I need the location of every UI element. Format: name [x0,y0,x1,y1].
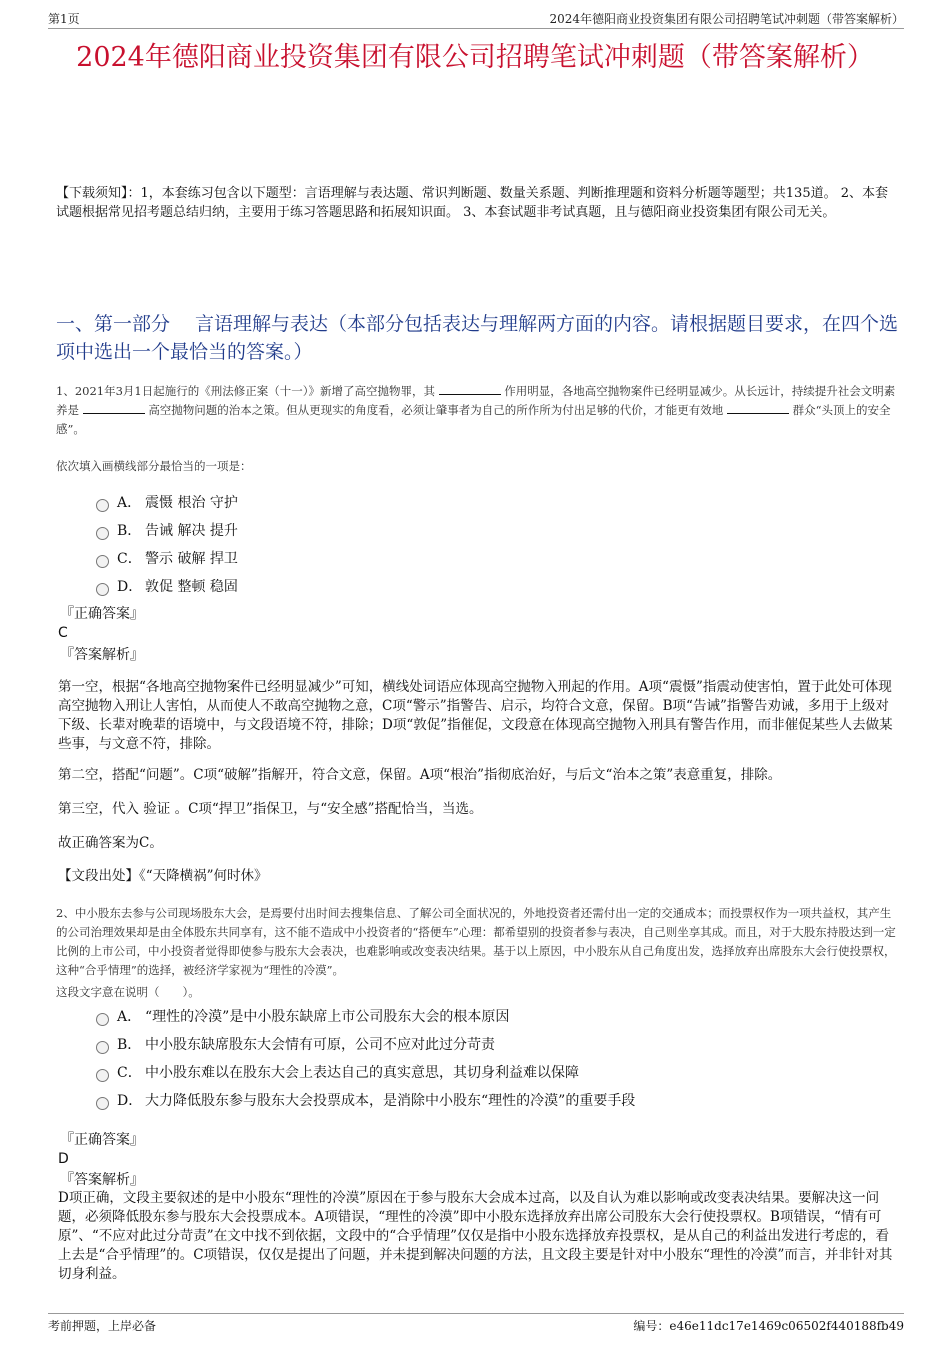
footer-code: 编号：e46e11dc17e1469c06502f440188fb49 [633,1319,904,1333]
q1-option-c[interactable]: C． 警示 破解 捍卫 [96,544,238,572]
q1-analysis-2: 第二空，搭配“问题”。C项“破解”指解开，符合文意，保留。A项“根治”指彻底治好，与后文“治本之策”表意重复，排除。 [58,767,782,783]
radio-icon[interactable] [96,555,109,568]
q2-answer: D [58,1151,69,1167]
radio-icon[interactable] [96,1069,109,1082]
radio-icon[interactable] [96,583,109,596]
q2-answer-label: 『正确答案』 [60,1132,144,1148]
q2-analysis: D项正确，文段主要叙述的是中小股东“理性的冷漠”原因在于参与股东大会成本过高，以及自认为难以影响或改变表决结果。要解决这一问题，必须降低股东参与股东大会投票成本。A项错误，“理性的冷漠”即中小股东选择放弃出席公司股东大会行使投票权。B项错误，“情有可原”、“不应对此过分苛责”在文中找不到依据，文段中的“合乎情理”仅仅是指中小股东选择放弃投票权，是从自己的利益出发进行考虑的，看上去是“合乎情理”的。C项错误，仅仅是提出了问题，并未提到解决问题的方法，且文段主要是针对中小股东“理性的冷漠”而言，并非针对其切身利益。 [58,1190,893,1282]
q1-text-2: 作用明显，各地高空抛物案件已经明显减少。从长远计，持续提升社会文明素养是 [56,384,896,417]
q2-analysis-label: 『答案解析』 [60,1172,144,1188]
q1-blank-1 [439,382,501,395]
header-doc-title: 2024年德阳商业投资集团有限公司招聘笔试冲刺题（带答案解析） [549,12,904,26]
q1-analysis-4: 故正确答案为C。 [58,835,163,851]
radio-icon[interactable] [96,527,109,540]
q1-blank-2 [83,401,145,414]
question-1-options [96,488,238,600]
question-2-options [96,1002,635,1114]
q1-analysis-1: 第一空，根据“各地高空抛物案件已经明显减少”可知，横线处词语应体现高空抛物入刑起的作用。A项“震慑”指震动使害怕，置于此处可体现高空抛物入刑让人害怕，从而使人不敢高空抛物之意，C项“警示”指警告、启示，均符合文意，保留。B项“告诫”指警告劝诫，多用于上级对下级、长辈对晚辈的语境中，与文段语境不符，排除；D项“敦促”指催促，文段意在体现高空抛物入刑具有警告作用，而非催促某些人去做某些事，与文意不符，排除。 [58,679,893,752]
q2-option-c[interactable]: C． 中小股东难以在股东大会上表达自己的真实意思，其切身利益难以保障 [96,1058,635,1086]
q1-analysis-3: 第三空，代入 验证 。C项“捍卫”指保卫，与“安全感”搭配恰当，当选。 [58,801,483,817]
q1-text-3: 高空抛物问题的治本之策。但从更现实的角度看，必须让肇事者为自己的所作所为付出足够的代价，才能更有效地 [148,403,724,417]
radio-icon[interactable] [96,1041,109,1054]
q1-analysis-label: 『答案解析』 [60,647,144,663]
page-footer [48,1313,904,1334]
q1-option-a[interactable]: A． 震慑 根治 守护 [96,488,238,516]
q2-option-b[interactable]: B． 中小股东缺席股东大会情有可原，公司不应对此过分苛责 [96,1030,635,1058]
q1-option-d[interactable]: D． 敦促 整顿 稳固 [96,572,238,600]
q2-option-d[interactable]: D． 大力降低股东参与股东大会投票成本，是消除中小股东“理性的冷漠”的重要手段 [96,1086,635,1114]
question-1-stem [56,382,902,439]
page-title: 2024年德阳商业投资集团有限公司招聘笔试冲刺题（带答案解析） [76,42,874,73]
q1-answer: C [58,625,68,641]
page-number: 第1页 [48,12,80,26]
q1-blank-3 [727,401,789,414]
radio-icon[interactable] [96,499,109,512]
page-header [48,6,904,29]
q1-option-b[interactable]: B． 告诫 解决 提升 [96,516,238,544]
section-heading: 一、第一部分 言语理解与表达（本部分包括表达与理解两方面的内容。请根据题目要求，在四个选项中选出一个最恰当的答案。） [56,313,899,363]
question-2-prompt: 这段文字意在说明（ ）。 [56,985,200,999]
radio-icon[interactable] [96,1013,109,1026]
footer-slogan: 考前押题，上岸必备 [48,1319,157,1333]
q1-text-4: 群众“头顶上的安全感”。 [56,403,891,436]
download-notice: 【下载须知】：1，本套练习包含以下题型：言语理解与表达题、常识判断题、数量关系题、判断推理题和资料分析题等题型；共135道。 2、本套试题根据常见招考题总结归纳，主要用于练习答题思路和拓展知识面。 3、本套试题非考试真题，且与德阳商业投资集团有限公司无关。 [56,186,888,220]
question-1-prompt: 依次填入画横线部分最恰当的一项是： [56,459,252,473]
q1-text-1: 1、2021年3月1日起施行的《刑法修正案（十一）》新增了高空抛物罪，其 [56,384,435,398]
q2-option-a[interactable]: A． “理性的冷漠”是中小股东缺席上市公司股东大会的根本原因 [96,1002,635,1030]
radio-icon[interactable] [96,1097,109,1110]
question-2-stem: 2、中小股东去参与公司现场股东大会，是焉要付出时间去搜集信息、了解公司全面状况的，外地投资者还需付出一定的交通成本；而投票权作为一项共益权，其产生的公司治理效果却是由全体股东共同享有，这不能不造成中小投资者的“搭便车”心理：都希望别的投资者参与表决，自己则坐享其成。而且，对于大股东持股达到一定比例的上市公司，中小投资者觉得即使参与股东大会表决，也难影响或改变表决结果。基于以上原因，中小股东从自己角度出发，选择放弃出席股东大会行使投票权，这种“合乎情理”的选择，被经济学家视为“理性的冷漠”。 [56,906,896,977]
q1-answer-label: 『正确答案』 [60,606,144,622]
q1-source: 【文段出处】《“天降横祸”何时休》 [58,868,268,884]
